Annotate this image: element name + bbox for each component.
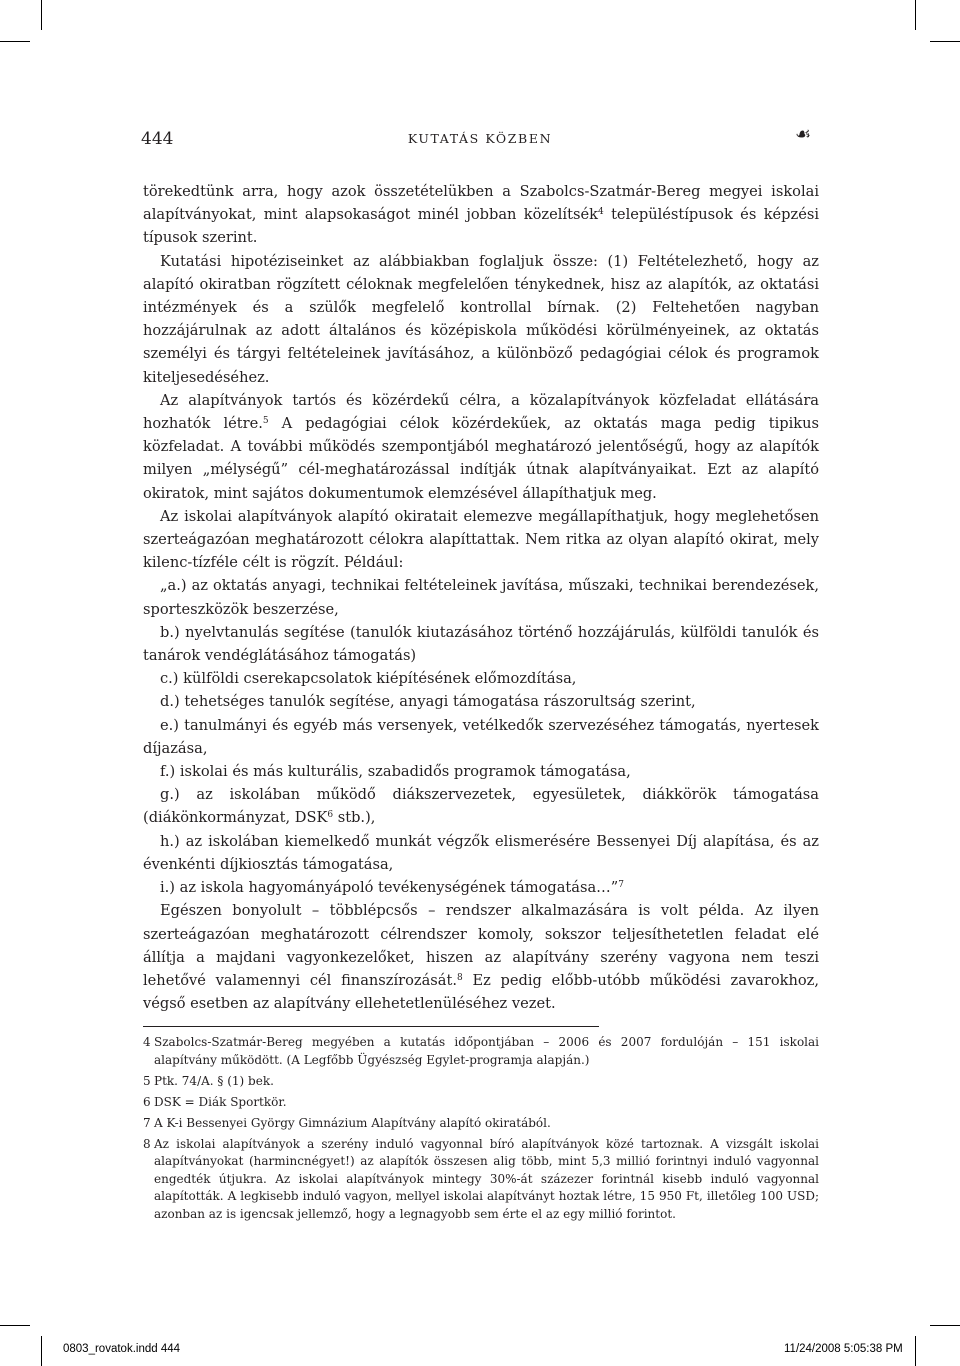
page-number: 444 — [141, 129, 174, 149]
crop-mark-top-right-horizontal — [930, 41, 960, 42]
footnote-ref: 5 — [262, 416, 269, 427]
crop-mark-bottom-right-horizontal — [930, 1325, 960, 1326]
list-item: b.) nyelvtanulás segítése (tanulók kiutazásához történő hozzájárulás, külföldi tanulók és tanárok vendéglátásához támogatás) — [143, 623, 819, 665]
crop-mark-bottom-right-vertical — [915, 1336, 916, 1366]
running-head: KUTATÁS KÖZBEN — [407, 131, 553, 146]
footnote-ref: 8 — [457, 972, 463, 983]
footnote-text: DSK = Diák Sportkör. — [154, 1094, 287, 1109]
paragraph: Kutatási hipotéziseinket az alábbiakban foglaljuk össze: (1) Feltételezhető, hogy az alapító okiratban rögzített céloknak megfelelően ténykednek, hisz az alapítók, az oktatási intézmények és a szülők megfelelő kontrollal bírnak. (2) Feltehetően nagyban hozzájárulnak az adott általános és középiskola működési körülményeinek, az oktatás személyi és tárgyi feltételeinek javításához, a különböző pedagógiai célok és programok kiteljesedéséhez. — [143, 252, 819, 386]
footnote-ref: 7 — [618, 880, 624, 891]
footnote-text: A K-i Bessenyei György Gimnázium Alapítvány alapító okiratából. — [154, 1115, 551, 1130]
list-item: f.) iskolai és más kulturális, szabadidős programok támogatása, — [160, 763, 631, 781]
paragraph: Egészen bonyolult – többlépcsős – rendszer alkalmazására is volt példa. Az ilyen szerteágazóan meghatározott célrendszer komoly, sokszor teljesíthetetlen feladat elé állítja a majdani vagyonkezelőket, hiszen az alapítvány szerény vagyona nem teszi lehetővé valamennyi cél finanszírozását.$^8$ Ez pedig előbb-utóbb működési zavarokhoz, végső esetben az alapítvány ellehetetlenüléséhez vezet. — [143, 902, 820, 1013]
footnote-number: 4 — [143, 1035, 151, 1049]
footnote-number: 8 — [143, 1136, 151, 1151]
list-item: g.) az iskolában működő diákszervezetek, egyesületek, diákkörök támogatása (diákönkormányzat, DSK$^6$ stb.), — [143, 786, 819, 827]
footnote — [143, 1115, 819, 1133]
slug-datetime: 11/24/2008 5:05:38 PM — [784, 1343, 903, 1355]
footnote — [143, 1034, 819, 1069]
footnote — [143, 1073, 819, 1091]
fleuron-ornament-icon: ☙ — [795, 124, 812, 145]
paragraph: Az alapítványok tartós és közérdekű célra, a közalapítványok közfeladat ellátására hozhatók létre.$^5$ A pedagógiai célok közérdekűek, az oktatás maga pedig tipikus közfeladat. A további működés szempontjából meghatározó jelentőségű, hogy az alapítók milyen „mélységű” cél-meghatározással indítják útnak alapítványaikat. Ezt az alapító okiratok, mint sajátos dokumentumok elemzésével állapíthatjuk meg. — [143, 391, 819, 502]
footnote-number: 7 — [143, 1115, 151, 1130]
paragraph: Az iskolai alapítványok alapító okiratait elemezve megállapíthatjuk, hogy meglehetősen szerteágazóan meghatározott célokra alapíttattak. Nem ritka az olyan alapító okirat, mely kilenc-tízféle célt is rögzít. Például: — [143, 507, 819, 572]
list-item: e.) tanulmányi és egyéb más versenyek, vetélkedők szervezéséhez támogatás, nyertesek díjazása, — [143, 716, 819, 757]
footnote-number: 6 — [143, 1094, 151, 1109]
crop-mark-bottom-left-horizontal — [0, 1325, 30, 1326]
footnote-ref: 4 — [597, 207, 604, 218]
footnote-ref: 6 — [327, 810, 334, 821]
crop-mark-top-left-vertical — [41, 0, 42, 30]
crop-mark-bottom-left-vertical — [41, 1336, 42, 1366]
footnote-text: Szabolcs-Szatmár-Bereg megyében a kutatás időpontjában – 2006 és 2007 fordulóján – 151 iskolai alapítvány működött. (A Legfőbb Ügyészség Egylet-programja alapján.) — [154, 1035, 819, 1067]
list-item: d.) tehetséges tanulók segítése, anyagi támogatása rászorultság szerint, — [160, 693, 696, 711]
footnote-divider — [143, 1026, 599, 1027]
list-item: h.) az iskolában kiemelkedő munkát végzők elismerésére Bessenyei Díj alapítása, és az évenkénti díjkiosztás támogatása, — [143, 832, 819, 873]
footnote-number: 5 — [143, 1073, 151, 1088]
footnotes — [143, 1034, 819, 1227]
slug-filename: 0803_rovatok.indd 444 — [63, 1343, 181, 1355]
paragraph: törekedtünk arra, hogy azok összetételükben a Szabolcs-Szatmár-Bereg megyei iskolai alapítványokat, mint alapsokaságot minél jobban közelítsék$^4$ településtípusok és képzési típusok szerint. — [143, 183, 820, 247]
footnote-text: Ptk. 74/A. § (1) bek. — [154, 1073, 274, 1088]
body-text — [143, 180, 819, 1015]
footnote — [143, 1136, 819, 1224]
list-item: i.) az iskola hagyományápoló tevékenységének támogatása…”$^7$ — [160, 879, 624, 897]
crop-mark-top-left-horizontal — [0, 41, 30, 42]
list-item: c.) külföldi cserekapcsolatok kiépítésének előmozdítása, — [160, 670, 577, 688]
list-item: „a.) az oktatás anyagi, technikai feltételeinek javítása, műszaki, technikai berendezések, sporteszközök beszerzése, — [143, 577, 819, 618]
crop-mark-top-right-vertical — [915, 0, 916, 30]
footnote-text: Az iskolai alapítványok a szerény induló vagyonnal bíró alapítványok közé tartoznak. A vizsgált iskolai alapítványokat (harmincnégyet!) az alapítók összesen alig több, mint 5,3 millió forintnyi induló vagyonnal engedték útjukra. Az iskolai alapítványok mintegy 30%-át százezer forintnál kisebb induló vagyonnal alapították. A legkisebb induló vagyon, mellyel iskolai alapítványt hoztak létre, 15 950 Ft, illetőleg 100 USD; azonban az is igencsak jellemző, hogy a legnagyobb sem érte el az egy millió forintot. — [154, 1136, 819, 1221]
footnote — [143, 1094, 819, 1112]
